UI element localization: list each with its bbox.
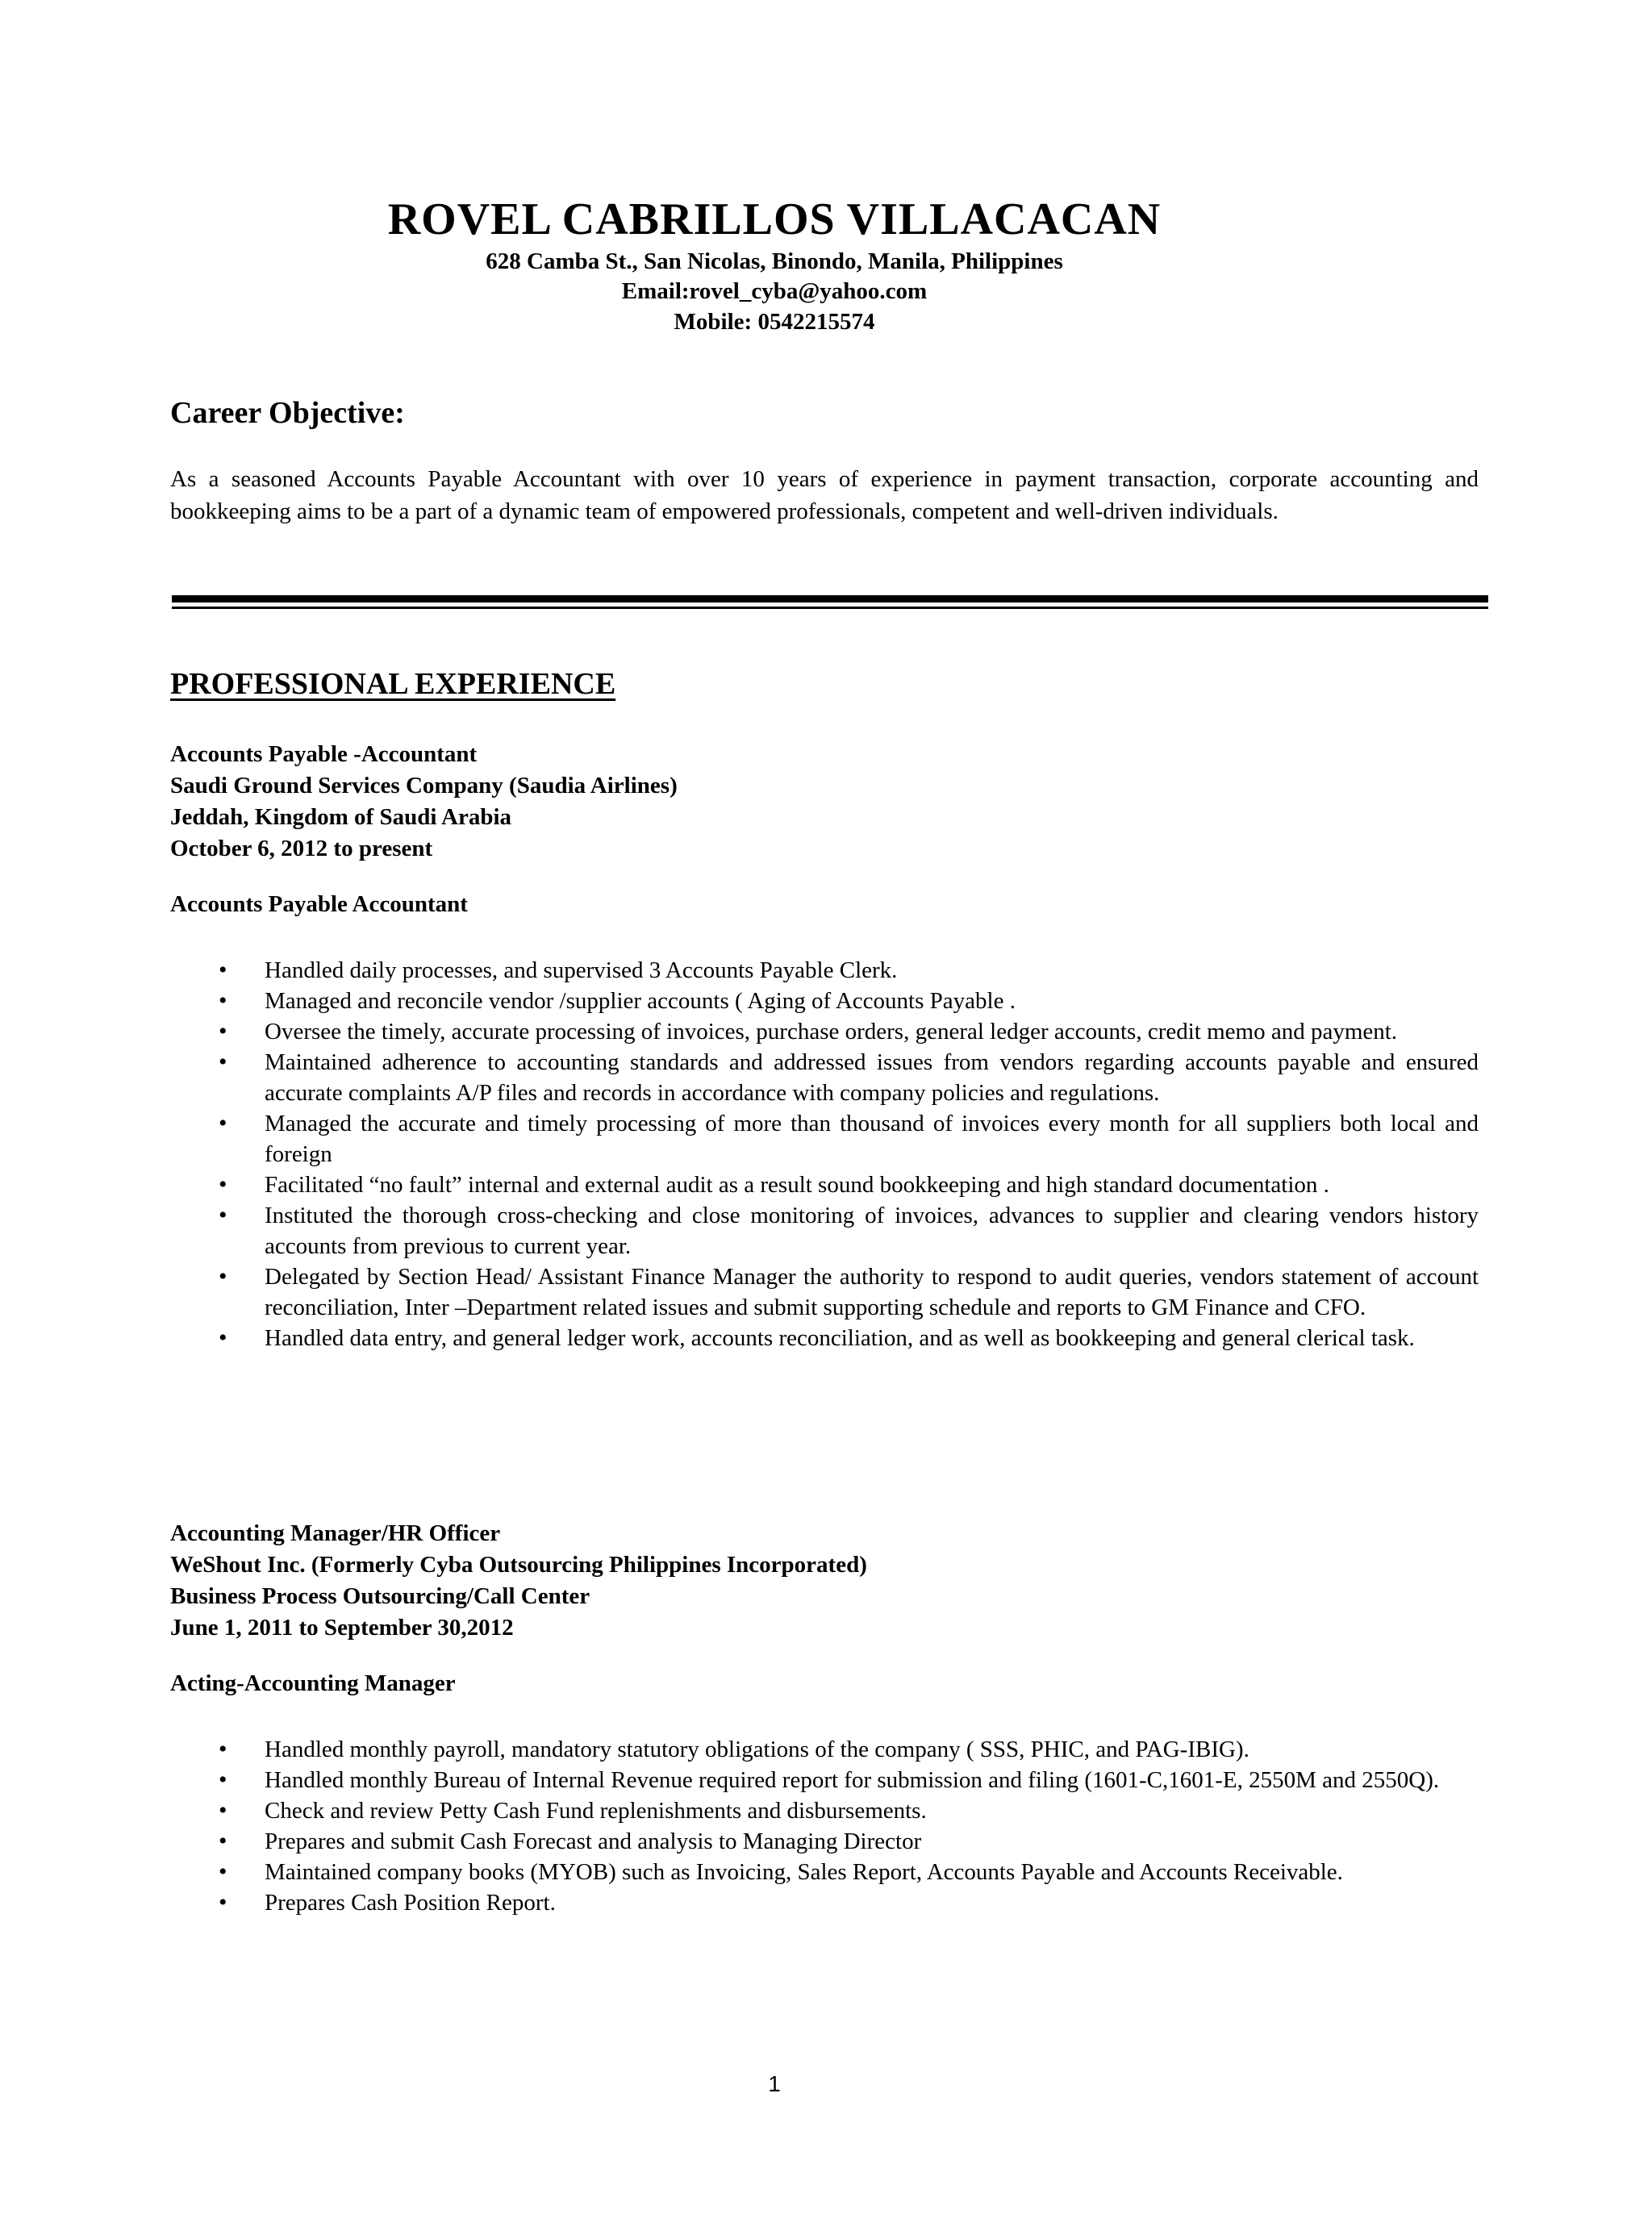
email: Email:rovel_cyba@yahoo.com — [621, 278, 928, 304]
duty-item: • Handled data entry, and general ledger work, accounts reconciliation, and as well as bookkeeping and general clerical task. — [170, 1323, 1479, 1353]
duty-item: • Handled monthly Bureau of Internal Revenue required report for submission and filing (1601-C,1601-E, 2550M and 2550Q). — [170, 1765, 1479, 1795]
duty-item: • Managed and reconcile vendor /supplier accounts ( Aging of Accounts Payable . — [170, 986, 1479, 1016]
career-objective-heading: Career Objective: — [170, 396, 405, 430]
duty-item: • Maintained company books (MYOB) such as Invoicing, Sales Report, Accounts Payable and Accounts Receivable. — [170, 1857, 1479, 1887]
duty-item: • Handled monthly payroll, mandatory statutory obligations of the company ( SSS, PHIC, and PAG-IBIG). — [170, 1734, 1479, 1765]
job-company: WeShout Inc. (Formerly Cyba Outsourcing Philippines Incorporated) — [170, 1552, 867, 1578]
duty-item: • Maintained adherence to accounting standards and addressed issues from vendors regarding accounts payable and ensured accurate complaints A/P files and records in accordance with company policies and regulations. — [170, 1047, 1479, 1108]
duty-item: • Oversee the timely, accurate processing of invoices, purchase orders, general ledger accounts, credit memo and payment. — [170, 1016, 1479, 1047]
job-position: Accounts Payable -Accountant — [170, 741, 478, 767]
duties-list — [170, 955, 1479, 1353]
job-role: Accounts Payable Accountant — [170, 891, 468, 917]
candidate-name: ROVEL CABRILLOS VILLACACAN — [387, 194, 1162, 244]
duty-item: • Check and review Petty Cash Fund replenishments and disbursements. — [170, 1795, 1479, 1826]
job-dates: June 1, 2011 to September 30,2012 — [170, 1615, 514, 1641]
duty-item: • Handled daily processes, and supervised 3 Accounts Payable Clerk. — [170, 955, 1479, 986]
job-location: Business Process Outsourcing/Call Center — [170, 1583, 590, 1609]
duty-item: • Prepares and submit Cash Forecast and analysis to Managing Director — [170, 1826, 1479, 1857]
professional-experience-heading: PROFESSIONAL EXPERIENCE — [170, 667, 616, 701]
page-number: 1 — [768, 2071, 781, 2096]
job-location: Jeddah, Kingdom of Saudi Arabia — [170, 804, 512, 830]
career-objective-text: As a seasoned Accounts Payable Accountant with over 10 years of experience in payment transaction, corporate accounting and bookkeeping aims to be a part of a dynamic team of empowered professionals, competent and well-driven individuals. — [170, 466, 1479, 524]
job-role: Acting-Accounting Manager — [170, 1670, 456, 1696]
job-company: Saudi Ground Services Company (Saudia Airlines) — [170, 773, 678, 799]
job-dates: October 6, 2012 to present — [170, 836, 433, 861]
duty-item: • Facilitated “no fault” internal and external audit as a result sound bookkeeping and high standard documentation . — [170, 1170, 1479, 1200]
job-position: Accounting Manager/HR Officer — [170, 1520, 501, 1546]
section-divider — [172, 595, 1488, 603]
address: 628 Camba St., San Nicolas, Binondo, Manila, Philippines — [486, 248, 1063, 274]
duty-item: • Prepares Cash Position Report. — [170, 1887, 1479, 1918]
job-header — [170, 1518, 867, 1644]
duty-item: • Managed the accurate and timely processing of more than thousand of invoices every month for all suppliers both local and foreign — [170, 1108, 1479, 1170]
duty-item: • Delegated by Section Head/ Assistant Finance Manager the authority to respond to audit queries, vendors statement of account reconciliation, Inter –Department related issues and submit supporting schedule and reports to GM Finance and CFO. — [170, 1261, 1479, 1323]
job-header — [170, 739, 678, 865]
mobile-number: Mobile: 0542215574 — [674, 309, 875, 335]
duty-item: • Instituted the thorough cross-checking and close monitoring of invoices, advances to supplier and clearing vendors history accounts from previous to current year. — [170, 1200, 1479, 1261]
section-divider-thin — [172, 607, 1488, 609]
duties-list — [170, 1734, 1479, 1918]
